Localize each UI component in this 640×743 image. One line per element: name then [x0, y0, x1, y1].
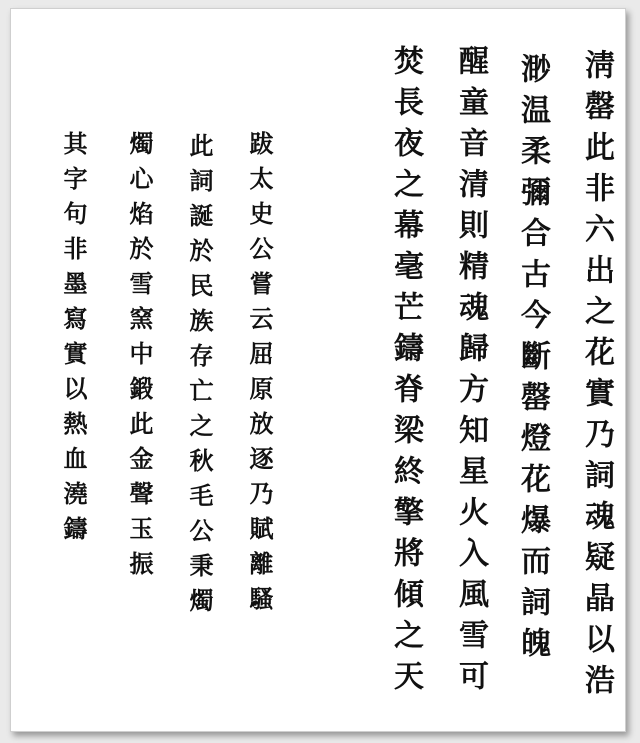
poem-column-4: 焚長夜之幕毫芒鑄脊梁終擎將傾之天: [388, 45, 423, 701]
poem-column-1: 淸罄此非六出之花實乃詞魂疑晶以浩: [579, 49, 614, 705]
postscript-column-2: 此詞誕於民族存亡之秋毛公秉燭: [185, 133, 214, 623]
calligraphy-sheet: [10, 8, 626, 732]
poem-column-2: 渺温柔彌合古今斷罄燈花爆而詞魄: [515, 53, 550, 668]
poem-column-3: 醒童音清則精魂歸方知星火入風雪可: [453, 45, 488, 701]
postscript-column-4: 其字句非墨寫實以熱血澆鑄: [59, 131, 88, 551]
postscript-column-3: 燭心焰於雪窯中鍛此金聲玉振: [125, 131, 154, 586]
postscript-column-1: 跋太史公嘗云屈原放逐乃賦離騷: [245, 131, 274, 621]
